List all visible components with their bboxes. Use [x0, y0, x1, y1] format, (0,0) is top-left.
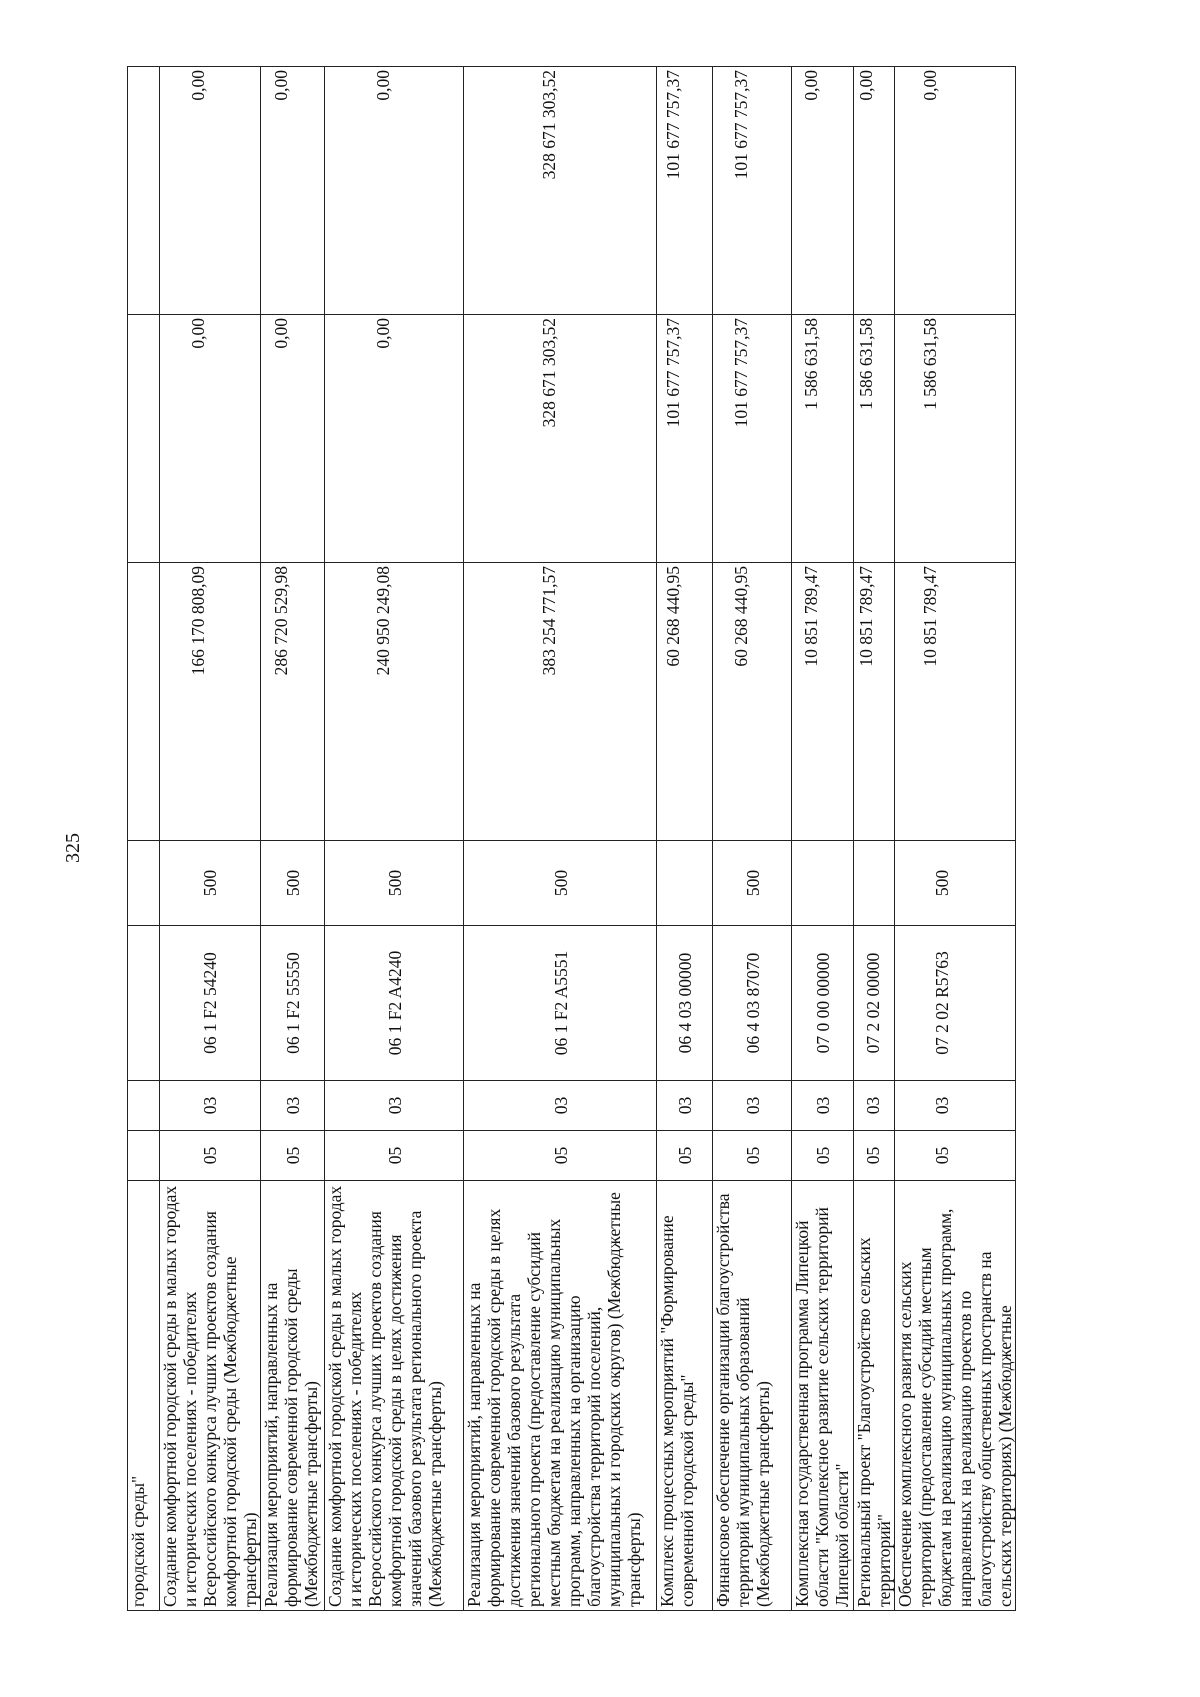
- amount-year-2-cell: [128, 315, 160, 563]
- row-name-cell: Комплекс процессных мероприятий "Формирование современной городской среды": [657, 1181, 713, 1611]
- row-name-cell: Создание комфортной городской среды в малых городах и исторических поселениях - победителях Всероссийского конкурса лучших проектов создания комфортной городской среды в целях достижения значений базового результата регионального проекта (Межбюджетные трансферты): [325, 1181, 464, 1611]
- section-code-cell: [128, 1131, 160, 1181]
- amount-year-1-cell: 10 851 789,47: [792, 563, 854, 841]
- amount-year-1-cell: 166 170 808,09: [160, 563, 261, 841]
- subsection-code-cell: 03: [895, 1081, 1016, 1131]
- subsection-code-cell: 03: [464, 1081, 657, 1131]
- amount-year-1-cell: 10 851 789,47: [895, 563, 1016, 841]
- amount-year-2-cell: 0,00: [325, 315, 464, 563]
- amount-year-2-cell: 1 586 631,58: [895, 315, 1016, 563]
- section-code-cell: 05: [713, 1131, 792, 1181]
- table-row: [325, 67, 464, 1611]
- amount-year-3-cell: 0,00: [325, 67, 464, 315]
- table-row: [261, 67, 325, 1611]
- expense-type-cell: 500: [325, 841, 464, 926]
- target-article-cell: 06 1 F2 A4240: [325, 926, 464, 1081]
- expense-type-cell: 500: [160, 841, 261, 926]
- table-row: [464, 67, 657, 1611]
- page-number: 325: [62, 833, 84, 863]
- target-article-cell: 07 0 00 00000: [792, 926, 854, 1081]
- target-article-cell: 06 4 03 87070: [713, 926, 792, 1081]
- subsection-code-cell: 03: [657, 1081, 713, 1131]
- target-article-cell: 07 2 02 R5763: [895, 926, 1016, 1081]
- amount-year-2-cell: 1 586 631,58: [792, 315, 854, 563]
- table-row: [895, 67, 1016, 1611]
- amount-year-1-cell: 286 720 529,98: [261, 563, 325, 841]
- target-article-cell: [128, 926, 160, 1081]
- section-code-cell: 05: [792, 1131, 854, 1181]
- amount-year-2-cell: 101 677 757,37: [657, 315, 713, 563]
- amount-year-1-cell: 240 950 249,08: [325, 563, 464, 841]
- expense-type-cell: 500: [713, 841, 792, 926]
- expense-type-cell: [792, 841, 854, 926]
- row-name-cell: городской среды": [128, 1181, 160, 1611]
- subsection-code-cell: 03: [854, 1081, 895, 1131]
- amount-year-3-cell: 0,00: [160, 67, 261, 315]
- section-code-cell: 05: [895, 1131, 1016, 1181]
- rotated-table-area: [127, 67, 1042, 1611]
- expense-type-cell: 500: [895, 841, 1016, 926]
- subsection-code-cell: 03: [325, 1081, 464, 1131]
- amount-year-3-cell: 328 671 303,52: [464, 67, 657, 315]
- row-name-cell: Финансовое обеспечение организации благоустройства территорий муниципальных образований (Межбюджетные трансферты): [713, 1181, 792, 1611]
- amount-year-3-cell: 0,00: [261, 67, 325, 315]
- amount-year-2-cell: 0,00: [261, 315, 325, 563]
- target-article-cell: 06 4 03 00000: [657, 926, 713, 1081]
- section-code-cell: 05: [464, 1131, 657, 1181]
- subsection-code-cell: 03: [261, 1081, 325, 1131]
- section-code-cell: 05: [854, 1131, 895, 1181]
- table-row: [657, 67, 713, 1611]
- budget-table: [127, 66, 1016, 1611]
- subsection-code-cell: 03: [792, 1081, 854, 1131]
- row-name-cell: Реализация мероприятий, направленных на формирование современной городской среды в целях достижения значений базового результата регионального проекта (предоставление субсидий местным бюджетам на реализацию муниципальных программ, направленных на организацию благоустройства территорий поселений, муниципальных и городских округов) (Межбюджетные трансферты): [464, 1181, 657, 1611]
- table-row: [854, 67, 895, 1611]
- target-article-cell: 06 1 F2 A5551: [464, 926, 657, 1081]
- row-name-cell: Региональный проект "Благоустройство сельских территорий": [854, 1181, 895, 1611]
- amount-year-1-cell: 383 254 771,57: [464, 563, 657, 841]
- expense-type-cell: [128, 841, 160, 926]
- subsection-code-cell: [128, 1081, 160, 1131]
- expense-type-cell: 500: [261, 841, 325, 926]
- amount-year-1-cell: 10 851 789,47: [854, 563, 895, 841]
- table-row: [792, 67, 854, 1611]
- amount-year-3-cell: 0,00: [854, 67, 895, 315]
- amount-year-3-cell: [128, 67, 160, 315]
- row-name-cell: Реализация мероприятий, направленных на формирование современной городской среды (Межбюджетные трансферты): [261, 1181, 325, 1611]
- row-name-cell: Обеспечение комплексного развития сельских территорий (предоставление субсидий местным бюджетам на реализацию муниципальных программ, направленных на реализацию проектов по благоустройству общественных пространств на сельских территориях) (Межбюджетные: [895, 1181, 1016, 1611]
- target-article-cell: 06 1 F2 55550: [261, 926, 325, 1081]
- amount-year-1-cell: 60 268 440,95: [657, 563, 713, 841]
- target-article-cell: 07 2 02 00000: [854, 926, 895, 1081]
- amount-year-3-cell: 0,00: [895, 67, 1016, 315]
- section-code-cell: 05: [325, 1131, 464, 1181]
- section-code-cell: 05: [160, 1131, 261, 1181]
- amount-year-2-cell: 328 671 303,52: [464, 315, 657, 563]
- amount-year-3-cell: 101 677 757,37: [657, 67, 713, 315]
- expense-type-cell: 500: [464, 841, 657, 926]
- section-code-cell: 05: [261, 1131, 325, 1181]
- section-code-cell: 05: [657, 1131, 713, 1181]
- amount-year-2-cell: 1 586 631,58: [854, 315, 895, 563]
- target-article-cell: 06 1 F2 54240: [160, 926, 261, 1081]
- amount-year-1-cell: 60 268 440,95: [713, 563, 792, 841]
- amount-year-3-cell: 101 677 757,37: [713, 67, 792, 315]
- row-name-cell: Комплексная государственная программа Липецкой области "Комплексное развитие сельских территорий Липецкой области": [792, 1181, 854, 1611]
- table-row: [160, 67, 261, 1611]
- expense-type-cell: [657, 841, 713, 926]
- amount-year-1-cell: [128, 563, 160, 841]
- table-row: [713, 67, 792, 1611]
- row-name-cell: Создание комфортной городской среды в малых городах и исторических поселениях - победителях Всероссийского конкурса лучших проектов создания комфортной городской среды (Межбюджетные трансферты): [160, 1181, 261, 1611]
- subsection-code-cell: 03: [713, 1081, 792, 1131]
- expense-type-cell: [854, 841, 895, 926]
- subsection-code-cell: 03: [160, 1081, 261, 1131]
- amount-year-3-cell: 0,00: [792, 67, 854, 315]
- amount-year-2-cell: 101 677 757,37: [713, 315, 792, 563]
- table-row: [128, 67, 160, 1611]
- amount-year-2-cell: 0,00: [160, 315, 261, 563]
